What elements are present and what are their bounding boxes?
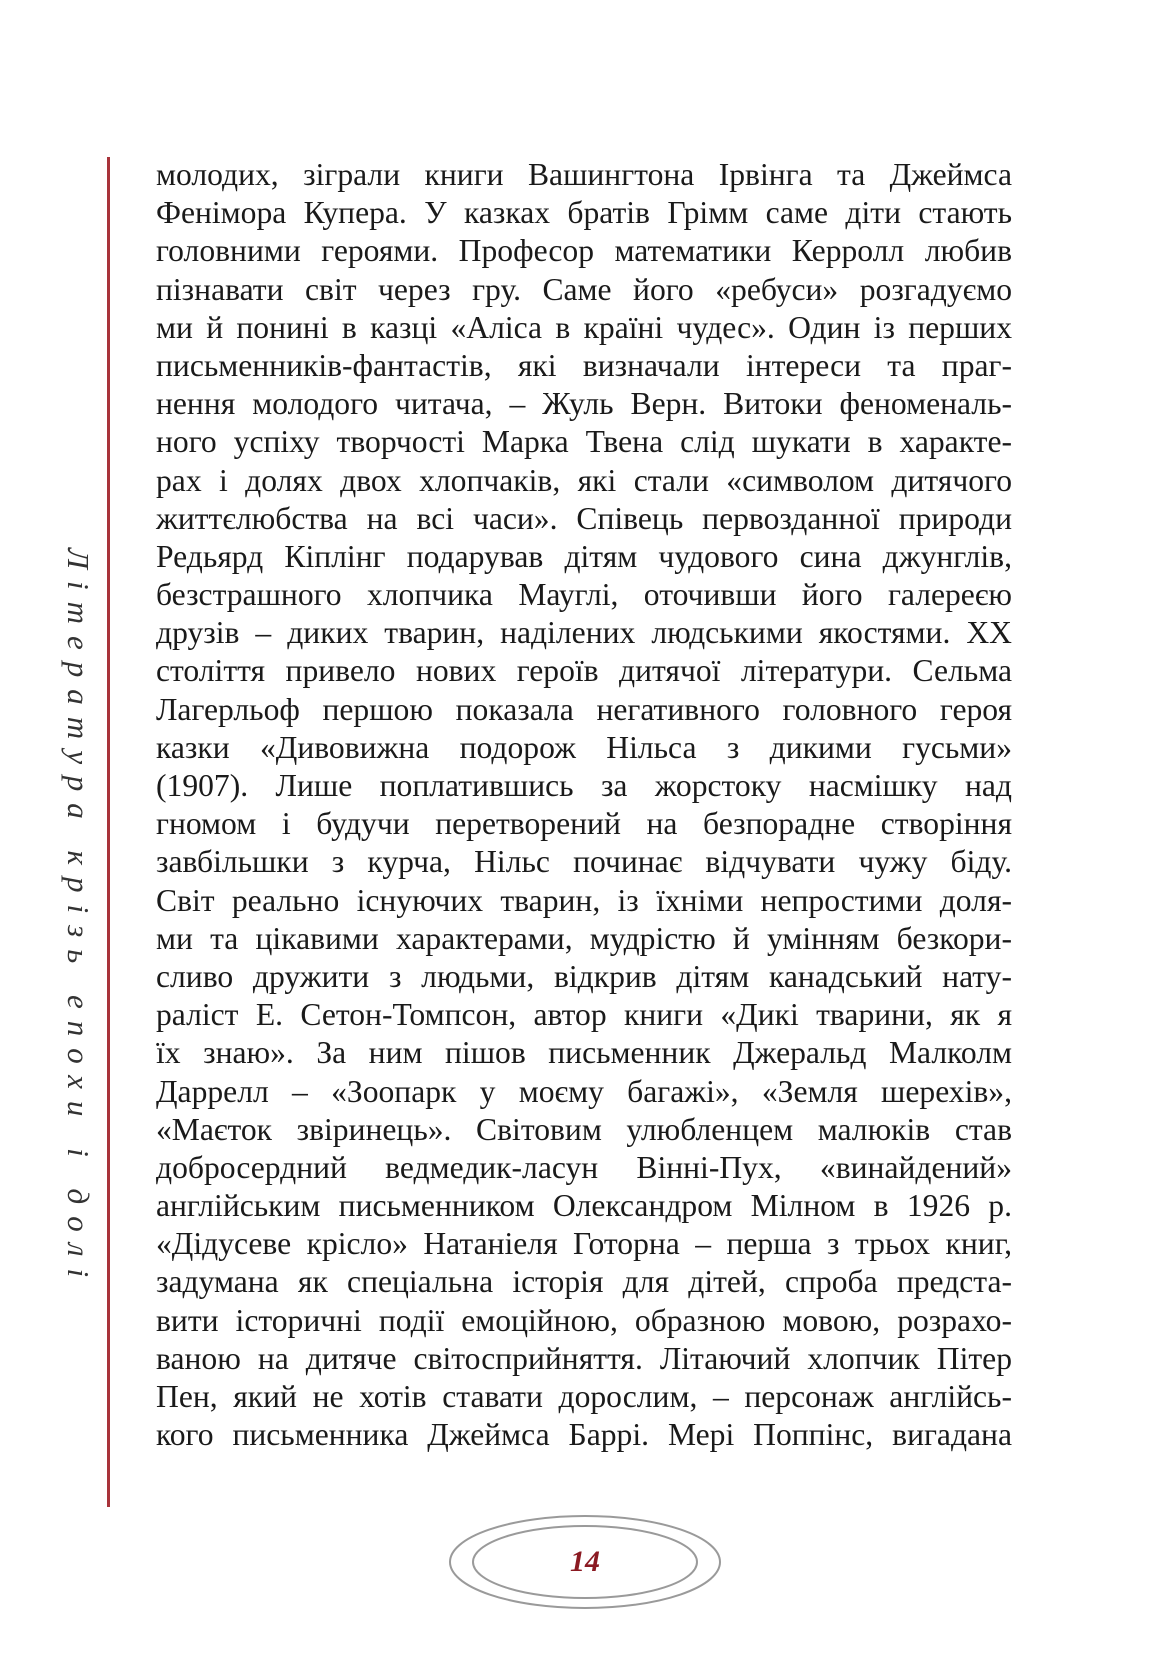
margin-rule [107,157,110,1507]
body-line: сливо дружити з людьми, відкрив дітям канадський нату- [156,958,1012,994]
body-line: Лагерльоф першою показала негативного головного героя [156,691,1012,727]
body-line: ми й понині в казці «Аліса в країні чудес». Один із перших [156,309,1012,345]
body-line: друзів – диких тварин, наділених людськими якостями. XX [156,615,1012,651]
body-line: англійським письменником Олександром Мілном в 1926 р. [156,1188,1012,1224]
body-line: вити історичні події емоційною, образною мовою, розрахо- [156,1302,1012,1338]
body-line: рах і долях двох хлопчаків, які стали «символом дитячого [156,462,1012,498]
side-title-container [58,548,98,1290]
body-line: Фенімора Купера. У казках братів Грімм саме діти стають [156,195,1012,231]
body-line: Світ реально існуючих тварин, із їхніми непростими доля- [156,882,1012,918]
body-line: їх знаю». За ним пішов письменник Джеральд Малколм [156,1035,1012,1071]
body-line: безстрашного хлопчика Мауглі, оточивши його галереєю [156,577,1012,613]
page-number-badge [445,1510,725,1614]
page-number: 14 [570,1545,600,1578]
body-line: пізнавати світ через гру. Саме його «ребуси» розгадуємо [156,271,1012,307]
body-line: письменників-фантастів, які визначали інтереси та праг- [156,347,1012,383]
body-line: Даррелл – «Зоопарк у моєму багажі», «Земля шерехів», [156,1073,1012,1109]
body-line: ного успіху творчості Марка Твена слід шукати в характе- [156,424,1012,460]
body-line: молодих, зіграли книги Вашингтона Ірвінга та Джеймса [156,157,1012,192]
body-line: «Дідусеве крісло» Натаніеля Готорна – перша з трьох книг, [156,1226,1012,1262]
body-line: Редьярд Кіплінг подарував дітям чудового сина джунглів, [156,538,1012,574]
side-title: Література крізь епохи і долі [61,548,96,1290]
body-line: раліст Е. Сетон-Томпсон, автор книги «Дикі тварини, як я [156,997,1012,1033]
body-line: кого письменника Джеймса Баррі. Мері Поппінс, вигадана [156,1417,1012,1453]
body-line: ми та цікавими характерами, мудрістю й умінням безкори- [156,920,1012,956]
body-line: нення молодого читача, – Жуль Верн. Витоки феноменаль- [156,386,1012,422]
body-line: (1907). Лише поплатившись за жорстоку насмішку над [156,768,1012,803]
body-line: добросердний ведмедик-ласун Вінні-Пух, «винайдений» [156,1149,1012,1185]
body-line: Пен, який не хотів ставати дорослим, – персонаж англійсь- [156,1379,1012,1414]
body-line: століття привело нових героїв дитячої літератури. Сельма [156,653,1012,689]
body-line: казки «Дивовижна подорож Нільса з дикими гусьми» [156,729,1012,765]
body-line: ваною на дитяче світосприйняття. Літаючий хлопчик Пітер [156,1340,1012,1376]
body-text [156,156,1012,1454]
body-line: головними героями. Професор математики Керролл любив [156,233,1012,269]
body-line: завбільшки з курча, Нільс починає відчувати чужу біду. [156,844,1012,880]
body-line: життєлюбства на всі часи». Співець первозданної природи [156,500,1012,536]
body-line: гномом і будучи перетворений на безпорадне створіння [156,806,1012,842]
body-line: «Маєток звіринець». Світовим улюбленцем малюків став [156,1111,1012,1147]
body-line: задумана як спеціальна історія для дітей, спроба предста- [156,1264,1012,1300]
